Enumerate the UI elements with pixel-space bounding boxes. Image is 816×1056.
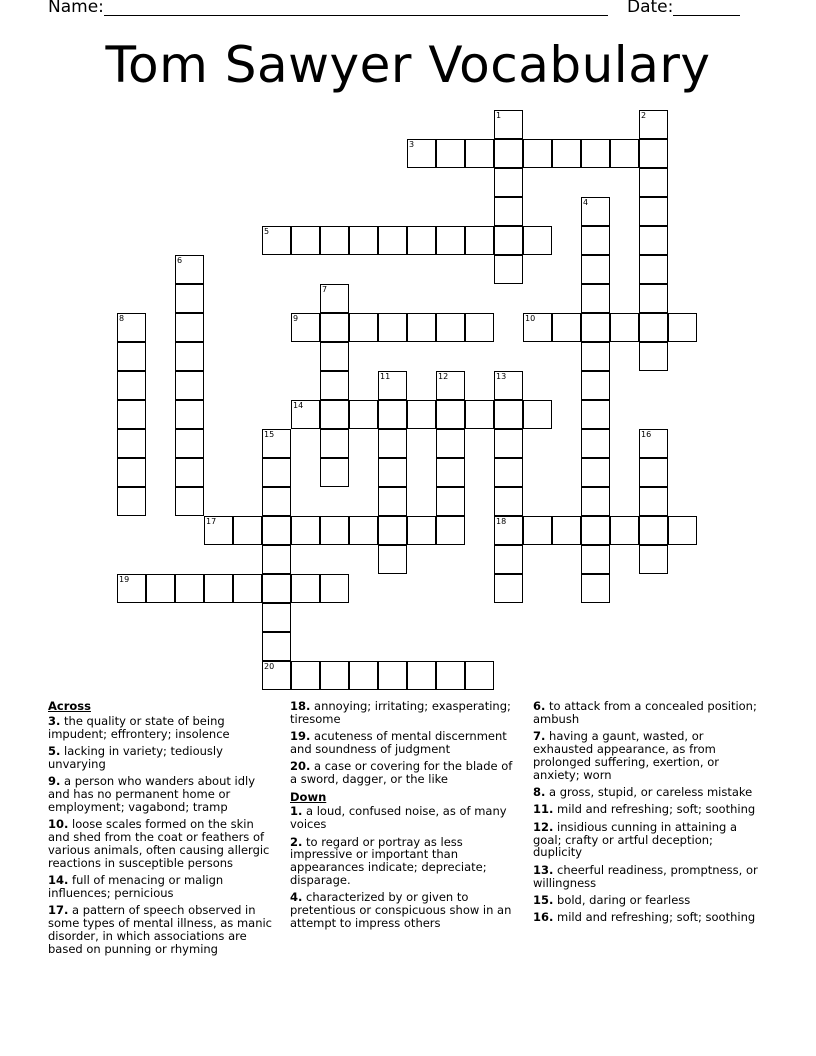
crossword-cell[interactable]	[465, 400, 494, 429]
crossword-cell[interactable]	[494, 574, 523, 603]
crossword-cell[interactable]	[349, 226, 378, 255]
crossword-cell[interactable]	[262, 487, 291, 516]
clue-number: 12	[438, 372, 449, 381]
crossword-cell[interactable]	[378, 313, 407, 342]
crossword-cell[interactable]	[175, 284, 204, 313]
crossword-cell[interactable]	[320, 574, 349, 603]
crossword-cell[interactable]	[407, 226, 436, 255]
crossword-cell[interactable]	[349, 661, 378, 690]
crossword-cell[interactable]	[465, 313, 494, 342]
clue-number: 18	[496, 517, 507, 526]
crossword-cell[interactable]	[581, 284, 610, 313]
clue-column-2	[290, 700, 520, 934]
clue-down-11: 11. mild and refreshing; soft; soothing	[533, 802, 756, 817]
crossword-cell[interactable]	[436, 429, 465, 458]
clue-number: 11	[380, 372, 391, 381]
crossword-cell[interactable]	[523, 139, 552, 168]
crossword-cell[interactable]	[175, 255, 204, 284]
crossword-cell[interactable]	[581, 342, 610, 371]
crossword-cell[interactable]	[349, 400, 378, 429]
crossword-cell[interactable]	[610, 516, 639, 545]
crossword-cell[interactable]	[436, 371, 465, 400]
crossword-cell[interactable]	[668, 313, 697, 342]
crossword-cell[interactable]	[407, 400, 436, 429]
crossword-cell[interactable]	[175, 574, 204, 603]
crossword-cell[interactable]	[523, 516, 552, 545]
crossword-cell[interactable]	[581, 197, 610, 226]
crossword-cell[interactable]	[320, 516, 349, 545]
clue-down-16: 16. mild and refreshing; soft; soothing	[533, 910, 756, 925]
clue-across-10: 10. loose scales formed on the skin and shed from the coat or feathers of various animals, often causing allergic reactions in susceptible persons	[48, 817, 270, 870]
clue-number: 20	[264, 662, 275, 671]
name-label: Name:	[48, 0, 104, 17]
crossword-cell[interactable]	[291, 516, 320, 545]
clue-number: 2	[641, 111, 647, 120]
crossword-cell[interactable]	[378, 400, 407, 429]
date-label: Date:	[627, 0, 674, 17]
crossword-cell[interactable]	[436, 661, 465, 690]
clue-down-12: 12. insidious cunning in attaining a goal; crafty or artful deception; duplicity	[533, 819, 738, 860]
crossword-cell[interactable]	[436, 458, 465, 487]
clue-across-9: 9. a person who wanders about idly and has no permanent home or employment; vagabond; tramp	[48, 774, 256, 814]
crossword-cell[interactable]	[639, 458, 668, 487]
crossword-cell[interactable]	[494, 516, 523, 545]
clue-number: 19	[119, 575, 130, 584]
crossword-cell[interactable]	[291, 400, 320, 429]
clue-number: 6	[177, 256, 183, 265]
crossword-cell[interactable]	[436, 226, 465, 255]
crossword-cell[interactable]	[639, 255, 668, 284]
crossword-cell[interactable]	[320, 429, 349, 458]
crossword-cell[interactable]	[581, 313, 610, 342]
crossword-cell[interactable]	[494, 110, 523, 139]
clue-number: 15	[264, 430, 275, 439]
crossword-cell[interactable]	[581, 400, 610, 429]
clue-number: 5	[264, 227, 270, 236]
crossword-cell[interactable]	[639, 313, 668, 342]
crossword-cell[interactable]	[262, 429, 291, 458]
clue-number: 8	[119, 314, 125, 323]
crossword-cell[interactable]	[262, 545, 291, 574]
clue-across-17: 17. a pattern of speech observed in some types of mental illness, as manic disorder, in which associations are based on punning or rhyming	[48, 903, 273, 956]
crossword-cell[interactable]	[639, 110, 668, 139]
crossword-cell[interactable]	[117, 458, 146, 487]
clue-number: 1	[496, 111, 502, 120]
crossword-cell[interactable]	[494, 197, 523, 226]
crossword-cell[interactable]	[349, 313, 378, 342]
crossword-cell[interactable]	[378, 516, 407, 545]
crossword-cell[interactable]	[436, 313, 465, 342]
clue-down-8: 8. a gross, stupid, or careless mistake	[533, 784, 753, 799]
crossword-cell[interactable]	[494, 139, 523, 168]
crossword-cell[interactable]	[262, 458, 291, 487]
crossword-cell[interactable]	[465, 661, 494, 690]
crossword-cell[interactable]	[175, 313, 204, 342]
crossword-cell[interactable]	[204, 574, 233, 603]
crossword-cell[interactable]	[291, 574, 320, 603]
crossword-cell[interactable]	[175, 429, 204, 458]
crossword-cell[interactable]	[581, 487, 610, 516]
crossword-cell[interactable]	[262, 226, 291, 255]
crossword-cell[interactable]	[320, 458, 349, 487]
crossword-cell[interactable]	[378, 429, 407, 458]
crossword-cell[interactable]	[494, 487, 523, 516]
crossword-cell[interactable]	[494, 371, 523, 400]
crossword-cell[interactable]	[233, 574, 262, 603]
crossword-cell[interactable]	[291, 226, 320, 255]
crossword-cell[interactable]	[262, 661, 291, 690]
crossword-cell[interactable]	[581, 516, 610, 545]
crossword-cell[interactable]	[494, 226, 523, 255]
crossword-cell[interactable]	[175, 458, 204, 487]
clue-down-13: 13. cheerful readiness, promptness, or willingness	[533, 862, 758, 890]
crossword-cell[interactable]	[320, 284, 349, 313]
clue-number: 7	[322, 285, 328, 294]
crossword-cell[interactable]	[233, 516, 262, 545]
crossword-cell[interactable]	[552, 313, 581, 342]
crossword-cell[interactable]	[581, 458, 610, 487]
crossword-cell[interactable]	[378, 226, 407, 255]
crossword-cell[interactable]	[407, 661, 436, 690]
crossword-cell[interactable]	[581, 139, 610, 168]
crossword-cell[interactable]	[639, 545, 668, 574]
crossword-cell[interactable]	[117, 342, 146, 371]
crossword-cell[interactable]	[436, 516, 465, 545]
crossword-cell[interactable]	[494, 545, 523, 574]
crossword-cell[interactable]	[494, 168, 523, 197]
clue-number: 10	[525, 314, 536, 323]
clue-down-2: 2. to regard or portray as less impressive or important than appearances indicate; depreciate; disparage.	[290, 834, 487, 887]
crossword-cell[interactable]	[494, 458, 523, 487]
down-heading: Down	[290, 789, 327, 804]
clue-down-15: 15. bold, daring or fearless	[533, 892, 691, 907]
clue-across-3: 3. the quality or state of being impudent; effrontery; insolence	[48, 713, 230, 741]
crossword-cell[interactable]	[378, 371, 407, 400]
crossword-cell[interactable]	[668, 516, 697, 545]
crossword-cell[interactable]	[146, 574, 175, 603]
crossword-cell[interactable]	[581, 371, 610, 400]
clue-down-7: 7. having a gaunt, wasted, or exhausted appearance, as from prolonged suffering, exertion, or anxiety; worn	[533, 729, 719, 782]
clue-number: 4	[583, 198, 589, 207]
crossword-cell[interactable]	[610, 313, 639, 342]
crossword-cell[interactable]	[320, 400, 349, 429]
clue-number: 9	[293, 314, 299, 323]
clue-number: 16	[641, 430, 652, 439]
crossword-cell[interactable]	[175, 371, 204, 400]
crossword-cell[interactable]	[117, 371, 146, 400]
clue-column-3	[533, 700, 765, 929]
crossword-cell[interactable]	[320, 371, 349, 400]
crossword-cell[interactable]	[494, 400, 523, 429]
page-title: Tom Sawyer Vocabulary	[105, 36, 711, 94]
crossword-cell[interactable]	[523, 226, 552, 255]
crossword-cell[interactable]	[320, 226, 349, 255]
crossword-cell[interactable]	[581, 545, 610, 574]
crossword-cell[interactable]	[639, 197, 668, 226]
crossword-cell[interactable]	[523, 400, 552, 429]
clue-column-1	[48, 700, 276, 960]
crossword-cell[interactable]	[117, 400, 146, 429]
crossword-cell[interactable]	[639, 226, 668, 255]
crossword-cell[interactable]	[436, 400, 465, 429]
clue-down-1: 1. a loud, confused noise, as of many voices	[290, 804, 507, 832]
crossword-cell[interactable]	[407, 313, 436, 342]
clue-across-14: 14. full of menacing or malign influences; pernicious	[48, 872, 224, 900]
crossword-cell[interactable]	[262, 603, 291, 632]
crossword-cell[interactable]	[552, 516, 581, 545]
clue-number: 3	[409, 140, 415, 149]
crossword-cell[interactable]	[204, 516, 233, 545]
crossword-cell[interactable]	[320, 661, 349, 690]
clue-number: 17	[206, 517, 217, 526]
crossword-cell[interactable]	[407, 516, 436, 545]
crossword-cell[interactable]	[639, 168, 668, 197]
crossword-cell[interactable]	[175, 342, 204, 371]
crossword-cell[interactable]	[320, 342, 349, 371]
clue-number: 14	[293, 401, 304, 410]
crossword-cell[interactable]	[117, 429, 146, 458]
crossword-cell[interactable]	[175, 400, 204, 429]
clue-across-5: 5. lacking in variety; tediously unvarying	[48, 743, 223, 771]
crossword-cell[interactable]	[610, 139, 639, 168]
crossword-cell[interactable]	[639, 516, 668, 545]
crossword-cell[interactable]	[581, 226, 610, 255]
crossword-cell[interactable]	[639, 139, 668, 168]
crossword-cell[interactable]	[494, 429, 523, 458]
crossword-cell[interactable]	[523, 313, 552, 342]
crossword-cell[interactable]	[117, 313, 146, 342]
across-heading: Across	[48, 699, 91, 713]
crossword-cell[interactable]	[494, 255, 523, 284]
crossword-cell[interactable]	[117, 487, 146, 516]
crossword-cell[interactable]	[175, 487, 204, 516]
crossword-cell[interactable]	[581, 574, 610, 603]
crossword-cell[interactable]	[436, 139, 465, 168]
crossword-cell[interactable]	[378, 487, 407, 516]
crossword-cell[interactable]	[378, 661, 407, 690]
crossword-cell[interactable]	[639, 284, 668, 313]
clue-down-6: 6. to attack from a concealed position; ambush	[533, 699, 757, 726]
crossword-cell[interactable]	[320, 313, 349, 342]
crossword-cell[interactable]	[349, 516, 378, 545]
crossword-cell[interactable]	[639, 487, 668, 516]
crossword-cell[interactable]	[378, 458, 407, 487]
clue-across-18: 18. annoying; irritating; exasperating; tiresome	[290, 699, 511, 726]
clue-across-20: 20. a case or covering for the blade of a sword, dagger, or the like	[290, 759, 513, 787]
crossword-cell[interactable]	[291, 313, 320, 342]
crossword-cell[interactable]	[117, 574, 146, 603]
crossword-cell[interactable]	[639, 342, 668, 371]
clue-across-19: 19. acuteness of mental discernment and soundness of judgment	[290, 729, 507, 756]
crossword-cell[interactable]	[262, 516, 291, 545]
clue-down-4: 4. characterized by or given to pretentious or conspicuous show in an attempt to impress others	[290, 890, 512, 930]
crossword-cell[interactable]	[581, 429, 610, 458]
crossword-cell[interactable]	[407, 139, 436, 168]
crossword-cell[interactable]	[291, 661, 320, 690]
crossword-cell[interactable]	[436, 487, 465, 516]
crossword-cell[interactable]	[262, 574, 291, 603]
crossword-cell[interactable]	[465, 139, 494, 168]
crossword-cell[interactable]	[465, 226, 494, 255]
crossword-cell[interactable]	[581, 255, 610, 284]
crossword-cell[interactable]	[639, 429, 668, 458]
clue-number: 13	[496, 372, 507, 381]
crossword-cell[interactable]	[552, 139, 581, 168]
crossword-cell[interactable]	[262, 632, 291, 661]
crossword-cell[interactable]	[378, 545, 407, 574]
